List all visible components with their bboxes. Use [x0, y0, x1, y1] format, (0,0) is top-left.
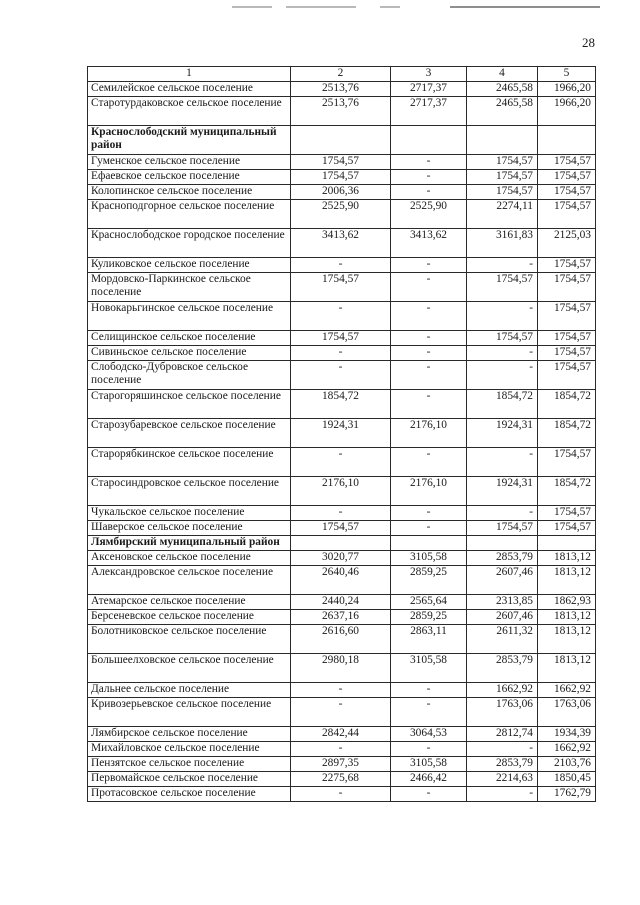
table-row: [88, 506, 596, 521]
table-row: [88, 390, 596, 419]
table-row: [88, 698, 596, 727]
table-row: [88, 477, 596, 506]
value-cell-col3: -: [391, 521, 467, 536]
table-row: [88, 229, 596, 258]
value-cell-col4: 3161,83: [467, 229, 538, 258]
value-cell-col5: 1813,12: [538, 654, 596, 683]
value-cell-col4: 2465,58: [467, 97, 538, 126]
value-cell-col2: -: [291, 787, 391, 802]
value-cell-col4: 1754,57: [467, 185, 538, 200]
value-cell-col4: 1763,06: [467, 698, 538, 727]
settlement-name: Шаверское сельское поселение: [88, 521, 291, 536]
table-row: [88, 273, 596, 302]
settlement-name: Дальнее сельское поселение: [88, 683, 291, 698]
value-cell-col3: -: [391, 331, 467, 346]
settlement-name: Старозубаревское сельское поселение: [88, 419, 291, 448]
value-cell-col5: 1754,57: [538, 346, 596, 361]
value-cell-col5: 1754,57: [538, 331, 596, 346]
value-cell-col3: 2859,25: [391, 610, 467, 625]
value-cell-col4: -: [467, 346, 538, 361]
column-header: 1: [88, 67, 291, 82]
value-cell-col5: 1813,12: [538, 566, 596, 595]
table-row: [88, 683, 596, 698]
value-cell-col5: 1850,45: [538, 772, 596, 787]
value-cell-col3: [391, 536, 467, 551]
settlement-name: Куликовское сельское поселение: [88, 258, 291, 273]
value-cell-col2: 2513,76: [291, 97, 391, 126]
value-cell-col5: 1754,57: [538, 448, 596, 477]
value-cell-col4: 1924,31: [467, 419, 538, 448]
value-cell-col2: 1754,57: [291, 170, 391, 185]
value-cell-col3: 2717,37: [391, 97, 467, 126]
value-cell-col5: 1854,72: [538, 419, 596, 448]
table-row: [88, 521, 596, 536]
value-cell-col5: 1754,57: [538, 361, 596, 390]
settlement-name: Кривозерьевское сельское поселение: [88, 698, 291, 727]
value-cell-col4: -: [467, 742, 538, 757]
value-cell-col2: -: [291, 698, 391, 727]
value-cell-col4: -: [467, 258, 538, 273]
value-cell-col5: 1813,12: [538, 551, 596, 566]
table-row: [88, 654, 596, 683]
value-cell-col5: 1662,92: [538, 742, 596, 757]
value-cell-col4: 2812,74: [467, 727, 538, 742]
value-cell-col2: -: [291, 361, 391, 390]
settlement-name: Старорябкинское сельское поселение: [88, 448, 291, 477]
value-cell-col5: 1754,57: [538, 185, 596, 200]
page-number: 28: [582, 35, 595, 50]
value-cell-col3: -: [391, 698, 467, 727]
value-cell-col2: [291, 536, 391, 551]
settlement-name: Гуменское сельское поселение: [88, 155, 291, 170]
value-cell-col2: 1754,57: [291, 521, 391, 536]
value-cell-col4: -: [467, 787, 538, 802]
column-header: 5: [538, 67, 596, 82]
value-cell-col5: 1763,06: [538, 698, 596, 727]
value-cell-col5: 1966,20: [538, 97, 596, 126]
section-row: [88, 536, 596, 551]
settlement-name: Краснослободское городское поселение: [88, 229, 291, 258]
value-cell-col3: -: [391, 170, 467, 185]
settlement-name: Лямбирское сельское поселение: [88, 727, 291, 742]
settlement-name: Берсеневское сельское поселение: [88, 610, 291, 625]
value-cell-col2: -: [291, 683, 391, 698]
table-row: [88, 448, 596, 477]
value-cell-col4: 1754,57: [467, 331, 538, 346]
value-cell-col5: 1662,92: [538, 683, 596, 698]
settlement-name: Протасовское сельское поселение: [88, 787, 291, 802]
table-row: [88, 787, 596, 802]
value-cell-col5: [538, 536, 596, 551]
table-header-row: [88, 67, 596, 82]
value-cell-col3: 3064,53: [391, 727, 467, 742]
value-cell-col3: -: [391, 273, 467, 302]
table-row: [88, 757, 596, 772]
table-row: [88, 200, 596, 229]
settlement-name: Ефаевское сельское поселение: [88, 170, 291, 185]
table-row: [88, 742, 596, 757]
settlement-name: Старогоряшинское сельское поселение: [88, 390, 291, 419]
settlement-name: Семилейское сельское поселение: [88, 82, 291, 97]
value-cell-col5: 1754,57: [538, 155, 596, 170]
value-cell-col5: 1754,57: [538, 521, 596, 536]
settlement-name: Аксеновское сельское поселение: [88, 551, 291, 566]
value-cell-col4: -: [467, 506, 538, 521]
value-cell-col3: -: [391, 787, 467, 802]
column-header: 4: [467, 67, 538, 82]
value-cell-col3: -: [391, 448, 467, 477]
table-row: [88, 772, 596, 787]
value-cell-col4: -: [467, 361, 538, 390]
value-cell-col2: 2440,24: [291, 595, 391, 610]
table-row: [88, 258, 596, 273]
value-cell-col2: 2525,90: [291, 200, 391, 229]
value-cell-col2: -: [291, 506, 391, 521]
value-cell-col2: [291, 126, 391, 155]
value-cell-col4: 2465,58: [467, 82, 538, 97]
value-cell-col5: 1762,79: [538, 787, 596, 802]
value-cell-col5: 2103,76: [538, 757, 596, 772]
table-row: [88, 566, 596, 595]
value-cell-col4: 2853,79: [467, 551, 538, 566]
value-cell-col5: 1813,12: [538, 610, 596, 625]
value-cell-col4: [467, 536, 538, 551]
value-cell-col2: -: [291, 302, 391, 331]
value-cell-col3: 2525,90: [391, 200, 467, 229]
value-cell-col2: 1754,57: [291, 273, 391, 302]
value-cell-col2: -: [291, 258, 391, 273]
value-cell-col2: -: [291, 448, 391, 477]
table-row: [88, 346, 596, 361]
value-cell-col4: 1854,72: [467, 390, 538, 419]
value-cell-col2: 2006,36: [291, 185, 391, 200]
value-cell-col5: 2125,03: [538, 229, 596, 258]
value-cell-col3: 2176,10: [391, 419, 467, 448]
table-row: [88, 419, 596, 448]
table-row: [88, 97, 596, 126]
value-cell-col3: -: [391, 506, 467, 521]
value-cell-col3: 2565,64: [391, 595, 467, 610]
table-row: [88, 625, 596, 654]
value-cell-col2: 2980,18: [291, 654, 391, 683]
settlement-name: Михайловское сельское поселение: [88, 742, 291, 757]
settlement-name: Мордовско-Паркинское сельское поселение: [88, 273, 291, 302]
value-cell-col3: -: [391, 185, 467, 200]
value-cell-col2: 2616,60: [291, 625, 391, 654]
value-cell-col5: 1754,57: [538, 258, 596, 273]
table-row: [88, 302, 596, 331]
value-cell-col5: 1754,57: [538, 302, 596, 331]
value-cell-col2: 2637,16: [291, 610, 391, 625]
value-cell-col4: 1754,57: [467, 155, 538, 170]
settlement-name: Большеелховское сельское поселение: [88, 654, 291, 683]
value-cell-col4: 1754,57: [467, 521, 538, 536]
value-cell-col2: 2897,35: [291, 757, 391, 772]
value-cell-col3: -: [391, 155, 467, 170]
settlement-name: Первомайское сельское поселение: [88, 772, 291, 787]
table-row: [88, 155, 596, 170]
settlement-name: Чукальское сельское поселение: [88, 506, 291, 521]
value-cell-col3: -: [391, 390, 467, 419]
value-cell-col3: 3105,58: [391, 757, 467, 772]
value-cell-col5: [538, 126, 596, 155]
value-cell-col3: 2176,10: [391, 477, 467, 506]
value-cell-col2: 3413,62: [291, 229, 391, 258]
value-cell-col2: 2513,76: [291, 82, 391, 97]
value-cell-col3: -: [391, 742, 467, 757]
value-cell-col4: -: [467, 448, 538, 477]
value-cell-col3: 2859,25: [391, 566, 467, 595]
settlement-name: Слободско-Дубровское сельское поселение: [88, 361, 291, 390]
section-row: [88, 126, 596, 155]
value-cell-col3: 3105,58: [391, 551, 467, 566]
settlement-name: Красноподгорное сельское поселение: [88, 200, 291, 229]
value-cell-col3: [391, 126, 467, 155]
value-cell-col4: 1924,31: [467, 477, 538, 506]
value-cell-col3: -: [391, 361, 467, 390]
table-row: [88, 331, 596, 346]
value-cell-col3: -: [391, 302, 467, 331]
tariff-table: [87, 66, 596, 802]
value-cell-col2: 1754,57: [291, 155, 391, 170]
value-cell-col5: 1754,57: [538, 200, 596, 229]
settlement-name: Старотурдаковское сельское поселение: [88, 97, 291, 126]
value-cell-col4: 2274,11: [467, 200, 538, 229]
column-header: 3: [391, 67, 467, 82]
table-row: [88, 727, 596, 742]
settlement-name: Александровское сельское поселение: [88, 566, 291, 595]
table-row: [88, 610, 596, 625]
table-row: [88, 361, 596, 390]
value-cell-col2: 1924,31: [291, 419, 391, 448]
value-cell-col4: 2214,63: [467, 772, 538, 787]
value-cell-col2: 1754,57: [291, 331, 391, 346]
value-cell-col5: 1854,72: [538, 477, 596, 506]
value-cell-col3: 2466,42: [391, 772, 467, 787]
value-cell-col2: 2842,44: [291, 727, 391, 742]
settlement-name: Колопинское сельское поселение: [88, 185, 291, 200]
settlement-name: Старосиндровское сельское поселение: [88, 477, 291, 506]
settlement-name: Пензятское сельское поселение: [88, 757, 291, 772]
value-cell-col5: 1754,57: [538, 506, 596, 521]
value-cell-col3: -: [391, 346, 467, 361]
settlement-name: Болотниковское сельское поселение: [88, 625, 291, 654]
value-cell-col5: 1854,72: [538, 390, 596, 419]
value-cell-col3: 3105,58: [391, 654, 467, 683]
table-row: [88, 185, 596, 200]
value-cell-col4: 2607,46: [467, 610, 538, 625]
value-cell-col2: -: [291, 742, 391, 757]
value-cell-col5: 1862,93: [538, 595, 596, 610]
value-cell-col5: 1754,57: [538, 170, 596, 185]
value-cell-col3: 2863,11: [391, 625, 467, 654]
value-cell-col4: 1662,92: [467, 683, 538, 698]
table-row: [88, 170, 596, 185]
value-cell-col4: 1754,57: [467, 170, 538, 185]
value-cell-col3: 3413,62: [391, 229, 467, 258]
value-cell-col4: 2853,79: [467, 654, 538, 683]
settlement-name: Лямбирский муниципальный район: [88, 536, 291, 551]
value-cell-col5: 1966,20: [538, 82, 596, 97]
settlement-name: Новокарьгинское сельское поселение: [88, 302, 291, 331]
value-cell-col3: -: [391, 258, 467, 273]
settlement-name: Атемарское сельское поселение: [88, 595, 291, 610]
value-cell-col3: 2717,37: [391, 82, 467, 97]
value-cell-col4: -: [467, 302, 538, 331]
table-row: [88, 595, 596, 610]
value-cell-col4: 2611,32: [467, 625, 538, 654]
value-cell-col2: 1854,72: [291, 390, 391, 419]
value-cell-col5: 1934,39: [538, 727, 596, 742]
settlement-name: Селищинское сельское поселение: [88, 331, 291, 346]
value-cell-col5: 1754,57: [538, 273, 596, 302]
column-header: 2: [291, 67, 391, 82]
value-cell-col4: 2853,79: [467, 757, 538, 772]
value-cell-col4: 2607,46: [467, 566, 538, 595]
value-cell-col5: 1813,12: [538, 625, 596, 654]
scan-artifact-strip: [0, 0, 640, 14]
table-row: [88, 551, 596, 566]
value-cell-col4: 1754,57: [467, 273, 538, 302]
value-cell-col4: 2313,85: [467, 595, 538, 610]
value-cell-col2: 3020,77: [291, 551, 391, 566]
value-cell-col2: 2176,10: [291, 477, 391, 506]
value-cell-col2: 2275,68: [291, 772, 391, 787]
value-cell-col2: 2640,46: [291, 566, 391, 595]
settlement-name: Краснослободский муниципальный район: [88, 126, 291, 155]
value-cell-col3: -: [391, 683, 467, 698]
value-cell-col2: -: [291, 346, 391, 361]
settlement-name: Сивиньское сельское поселение: [88, 346, 291, 361]
table-row: [88, 82, 596, 97]
value-cell-col4: [467, 126, 538, 155]
